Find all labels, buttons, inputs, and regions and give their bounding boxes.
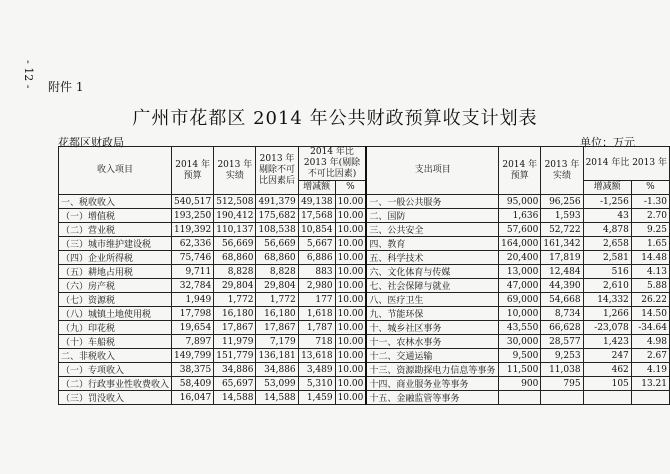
- income-pct-cell: 10.00: [335, 307, 366, 321]
- income-item-cell: （九）印花税: [59, 321, 172, 335]
- income-2013-actual-cell: 512,508: [214, 195, 256, 209]
- expense-inc-amt-cell: 516: [583, 265, 631, 279]
- income-2013-excl-cell: 136,181: [256, 349, 298, 363]
- income-2014-budget-cell: 17,798: [172, 307, 214, 321]
- table-row: [59, 209, 670, 223]
- expense-2013-actual-cell: 795: [541, 377, 583, 391]
- income-2013-actual-cell: 11,979: [214, 335, 256, 349]
- income-2014-budget-cell: 16,047: [172, 391, 214, 405]
- income-pct-cell: 10.00: [335, 377, 366, 391]
- income-inc-amt-cell: 3,489: [298, 363, 335, 377]
- income-item-cell: 一、税收收入: [59, 195, 172, 209]
- income-item-cell: （三）罚没收入: [59, 391, 172, 405]
- page-number: - 12 -: [22, 60, 35, 89]
- income-2014-budget-cell: 9,711: [172, 265, 214, 279]
- income-2014-budget-cell: 193,250: [172, 209, 214, 223]
- expense-2014-budget-cell: 47,000: [499, 279, 541, 293]
- expense-2013-actual-cell: [541, 391, 583, 405]
- income-pct-cell: 10.00: [335, 279, 366, 293]
- income-2013-excl-cell: 108,538: [256, 223, 298, 237]
- income-inc-amt-cell: 5,310: [298, 377, 335, 391]
- expense-2014-budget-cell: 57,600: [499, 223, 541, 237]
- expense-2013-actual-cell: 12,484: [541, 265, 583, 279]
- header-income-pct: %: [335, 181, 366, 195]
- expense-inc-amt-cell: 2,610: [583, 279, 631, 293]
- income-pct-cell: 10.00: [335, 391, 366, 405]
- income-inc-amt-cell: 718: [298, 335, 335, 349]
- income-inc-amt-cell: 1,787: [298, 321, 335, 335]
- expense-2014-budget-cell: 900: [499, 377, 541, 391]
- expense-pct-cell: -1.30: [631, 195, 669, 209]
- expense-pct-cell: 13.21: [631, 377, 669, 391]
- header-income-2013-excl: 2013 年剔除不可比因素后: [256, 147, 298, 195]
- income-item-cell: （三）城市维护建设税: [59, 237, 172, 251]
- income-pct-cell: 10.00: [335, 209, 366, 223]
- income-item-cell: （十）车船税: [59, 335, 172, 349]
- income-2013-actual-cell: 14,588: [214, 391, 256, 405]
- expense-inc-amt-cell: 43: [583, 209, 631, 223]
- income-item-cell: （八）城镇土地使用税: [59, 307, 172, 321]
- expense-inc-amt-cell: 1,423: [583, 335, 631, 349]
- income-2013-excl-cell: 14,588: [256, 391, 298, 405]
- income-2013-excl-cell: 175,682: [256, 209, 298, 223]
- expense-2014-budget-cell: 69,000: [499, 293, 541, 307]
- income-2013-actual-cell: 190,412: [214, 209, 256, 223]
- expense-pct-cell: 2.70: [631, 209, 669, 223]
- income-inc-amt-cell: 6,886: [298, 251, 335, 265]
- income-inc-amt-cell: 17,568: [298, 209, 335, 223]
- income-item-cell: 二、非税收入: [59, 349, 172, 363]
- expense-item-cell: 十一、农林水事务: [366, 335, 498, 349]
- expense-2013-actual-cell: 96,256: [541, 195, 583, 209]
- expense-2013-actual-cell: 9,253: [541, 349, 583, 363]
- table-row: [59, 349, 670, 363]
- header-expense-inc-amt: 增减额: [583, 181, 631, 195]
- income-2013-excl-cell: 7,179: [256, 335, 298, 349]
- income-2013-actual-cell: 17,867: [214, 321, 256, 335]
- income-item-cell: （二）营业税: [59, 223, 172, 237]
- expense-inc-amt-cell: [583, 391, 631, 405]
- header-expense-compare: 2014 年比 2013 年: [583, 147, 669, 181]
- expense-2014-budget-cell: 43,550: [499, 321, 541, 335]
- expense-2013-actual-cell: 1,593: [541, 209, 583, 223]
- table-row: [59, 195, 670, 209]
- header-income-inc-amt: 增减额: [298, 181, 335, 195]
- expense-2014-budget-cell: 95,000: [499, 195, 541, 209]
- income-item-cell: （二）行政事业性收费收入: [59, 377, 172, 391]
- income-2013-actual-cell: 8,828: [214, 265, 256, 279]
- income-inc-amt-cell: 1,618: [298, 307, 335, 321]
- expense-2014-budget-cell: 20,400: [499, 251, 541, 265]
- income-2013-excl-cell: 16,180: [256, 307, 298, 321]
- header-income-compare: 2014 年比 2013 年(剔除不可比因素): [298, 147, 366, 181]
- expense-pct-cell: 14.50: [631, 307, 669, 321]
- expense-2014-budget-cell: 1,636: [499, 209, 541, 223]
- expense-item-cell: 七、社会保障与就业: [366, 279, 498, 293]
- income-inc-amt-cell: 2,980: [298, 279, 335, 293]
- income-2013-excl-cell: 56,669: [256, 237, 298, 251]
- income-pct-cell: 10.00: [335, 363, 366, 377]
- expense-pct-cell: 14.48: [631, 251, 669, 265]
- income-2014-budget-cell: 540,517: [172, 195, 214, 209]
- income-pct-cell: 10.00: [335, 237, 366, 251]
- expense-inc-amt-cell: 247: [583, 349, 631, 363]
- income-pct-cell: 10.00: [335, 293, 366, 307]
- income-pct-cell: 10.00: [335, 223, 366, 237]
- table-row: [59, 223, 670, 237]
- income-pct-cell: 10.00: [335, 349, 366, 363]
- page-title: 广州市花都区 2014 年公共财政预算收支计划表: [132, 108, 538, 129]
- expense-2013-actual-cell: 44,390: [541, 279, 583, 293]
- income-2014-budget-cell: 7,897: [172, 335, 214, 349]
- expense-item-cell: 十二、交通运输: [366, 349, 498, 363]
- expense-item-cell: 十五、金融监管等事务: [366, 391, 498, 405]
- header-expense-item: 支出项目: [366, 147, 498, 195]
- table-row: [59, 363, 670, 377]
- income-2013-actual-cell: 68,860: [214, 251, 256, 265]
- table-row: [59, 279, 670, 293]
- expense-2013-actual-cell: 17,819: [541, 251, 583, 265]
- income-2013-actual-cell: 56,669: [214, 237, 256, 251]
- table-row: [59, 307, 670, 321]
- expense-pct-cell: 4.19: [631, 363, 669, 377]
- expense-pct-cell: 5.88: [631, 279, 669, 293]
- income-inc-amt-cell: 177: [298, 293, 335, 307]
- income-inc-amt-cell: 1,459: [298, 391, 335, 405]
- income-item-cell: （七）资源税: [59, 293, 172, 307]
- expense-item-cell: 六、文化体育与传媒: [366, 265, 498, 279]
- expense-inc-amt-cell: -23,078: [583, 321, 631, 335]
- expense-item-cell: 二、国防: [366, 209, 498, 223]
- expense-2014-budget-cell: 13,000: [499, 265, 541, 279]
- expense-2013-actual-cell: 8,734: [541, 307, 583, 321]
- expense-inc-amt-cell: 1,266: [583, 307, 631, 321]
- header-expense-pct: %: [631, 181, 669, 195]
- income-2014-budget-cell: 32,784: [172, 279, 214, 293]
- expense-item-cell: 一、一般公共服务: [366, 195, 498, 209]
- income-pct-cell: 10.00: [335, 321, 366, 335]
- expense-inc-amt-cell: -1,256: [583, 195, 631, 209]
- expense-2014-budget-cell: 10,000: [499, 307, 541, 321]
- income-2014-budget-cell: 38,375: [172, 363, 214, 377]
- income-2014-budget-cell: 75,746: [172, 251, 214, 265]
- income-2014-budget-cell: 58,409: [172, 377, 214, 391]
- table-row: [59, 391, 670, 405]
- table-row: [59, 237, 670, 251]
- expense-inc-amt-cell: 2,581: [583, 251, 631, 265]
- income-2013-excl-cell: 29,804: [256, 279, 298, 293]
- income-inc-amt-cell: 49,138: [298, 195, 335, 209]
- income-2013-excl-cell: 17,867: [256, 321, 298, 335]
- header-income-item: 收入项目: [59, 147, 172, 195]
- income-item-cell: （六）房产税: [59, 279, 172, 293]
- income-pct-cell: 10.00: [335, 265, 366, 279]
- expense-inc-amt-cell: 14,332: [583, 293, 631, 307]
- expense-pct-cell: 2.67: [631, 349, 669, 363]
- expense-2013-actual-cell: 11,038: [541, 363, 583, 377]
- table-row: [59, 251, 670, 265]
- expense-inc-amt-cell: 105: [583, 377, 631, 391]
- header-expense-2013-actual: 2013 年实绩: [541, 147, 583, 195]
- expense-2013-actual-cell: 28,577: [541, 335, 583, 349]
- income-item-cell: （一）增值税: [59, 209, 172, 223]
- table-row: [59, 293, 670, 307]
- table-row: [59, 377, 670, 391]
- income-inc-amt-cell: 883: [298, 265, 335, 279]
- expense-item-cell: 八、医疗卫生: [366, 293, 498, 307]
- income-2014-budget-cell: 149,799: [172, 349, 214, 363]
- income-item-cell: （四）企业所得税: [59, 251, 172, 265]
- income-2013-actual-cell: 29,804: [214, 279, 256, 293]
- income-2014-budget-cell: 119,392: [172, 223, 214, 237]
- income-inc-amt-cell: 10,854: [298, 223, 335, 237]
- expense-2014-budget-cell: 30,000: [499, 335, 541, 349]
- header-income-2014-budget: 2014 年预算: [172, 147, 214, 195]
- header-expense-2014-budget: 2014 年预算: [499, 147, 541, 195]
- annex-label: 附件 1: [48, 80, 84, 94]
- income-2014-budget-cell: 62,336: [172, 237, 214, 251]
- income-2013-excl-cell: 68,860: [256, 251, 298, 265]
- income-item-cell: （五）耕地占用税: [59, 265, 172, 279]
- income-2013-actual-cell: 1,772: [214, 293, 256, 307]
- expense-inc-amt-cell: 4,878: [583, 223, 631, 237]
- expense-inc-amt-cell: 2,658: [583, 237, 631, 251]
- expense-item-cell: 十、城乡社区事务: [366, 321, 498, 335]
- income-2013-excl-cell: 8,828: [256, 265, 298, 279]
- income-2013-excl-cell: 53,099: [256, 377, 298, 391]
- expense-2014-budget-cell: 9,500: [499, 349, 541, 363]
- expense-item-cell: 三、公共安全: [366, 223, 498, 237]
- income-2013-actual-cell: 151,779: [214, 349, 256, 363]
- income-inc-amt-cell: 13,618: [298, 349, 335, 363]
- expense-pct-cell: 9.25: [631, 223, 669, 237]
- expense-pct-cell: -34.64: [631, 321, 669, 335]
- expense-2013-actual-cell: 54,668: [541, 293, 583, 307]
- expense-inc-amt-cell: 462: [583, 363, 631, 377]
- income-2013-actual-cell: 65,697: [214, 377, 256, 391]
- expense-2014-budget-cell: 11,500: [499, 363, 541, 377]
- income-2013-actual-cell: 110,137: [214, 223, 256, 237]
- expense-pct-cell: 4.13: [631, 265, 669, 279]
- income-pct-cell: 10.00: [335, 195, 366, 209]
- expense-item-cell: 四、教育: [366, 237, 498, 251]
- unit-label: 单位：万元: [580, 136, 635, 149]
- expense-2013-actual-cell: 52,722: [541, 223, 583, 237]
- expense-2014-budget-cell: 164,000: [499, 237, 541, 251]
- income-2013-excl-cell: 491,379: [256, 195, 298, 209]
- header-income-2013-actual: 2013 年实绩: [214, 147, 256, 195]
- expense-pct-cell: 26.22: [631, 293, 669, 307]
- income-2013-actual-cell: 34,886: [214, 363, 256, 377]
- income-item-cell: （一）专项收入: [59, 363, 172, 377]
- expense-2014-budget-cell: [499, 391, 541, 405]
- income-2014-budget-cell: 1,949: [172, 293, 214, 307]
- income-2013-excl-cell: 1,772: [256, 293, 298, 307]
- expense-2013-actual-cell: 161,342: [541, 237, 583, 251]
- table-row: [59, 321, 670, 335]
- table-row: [59, 265, 670, 279]
- expense-2013-actual-cell: 66,628: [541, 321, 583, 335]
- income-2013-excl-cell: 34,886: [256, 363, 298, 377]
- org-name: 花都区财政局: [58, 136, 124, 149]
- income-inc-amt-cell: 5,667: [298, 237, 335, 251]
- income-pct-cell: 10.00: [335, 251, 366, 265]
- income-2013-actual-cell: 16,180: [214, 307, 256, 321]
- expense-item-cell: 九、节能环保: [366, 307, 498, 321]
- expense-item-cell: 十四、商业服务业等事务: [366, 377, 498, 391]
- expense-pct-cell: [631, 391, 669, 405]
- table-row: [59, 335, 670, 349]
- expense-pct-cell: 1.65: [631, 237, 669, 251]
- budget-table: [58, 146, 670, 405]
- income-2014-budget-cell: 19,654: [172, 321, 214, 335]
- expense-pct-cell: 4.98: [631, 335, 669, 349]
- income-pct-cell: 10.00: [335, 335, 366, 349]
- expense-item-cell: 十三、资源勘探电力信息等事务: [366, 363, 498, 377]
- expense-item-cell: 五、科学技术: [366, 251, 498, 265]
